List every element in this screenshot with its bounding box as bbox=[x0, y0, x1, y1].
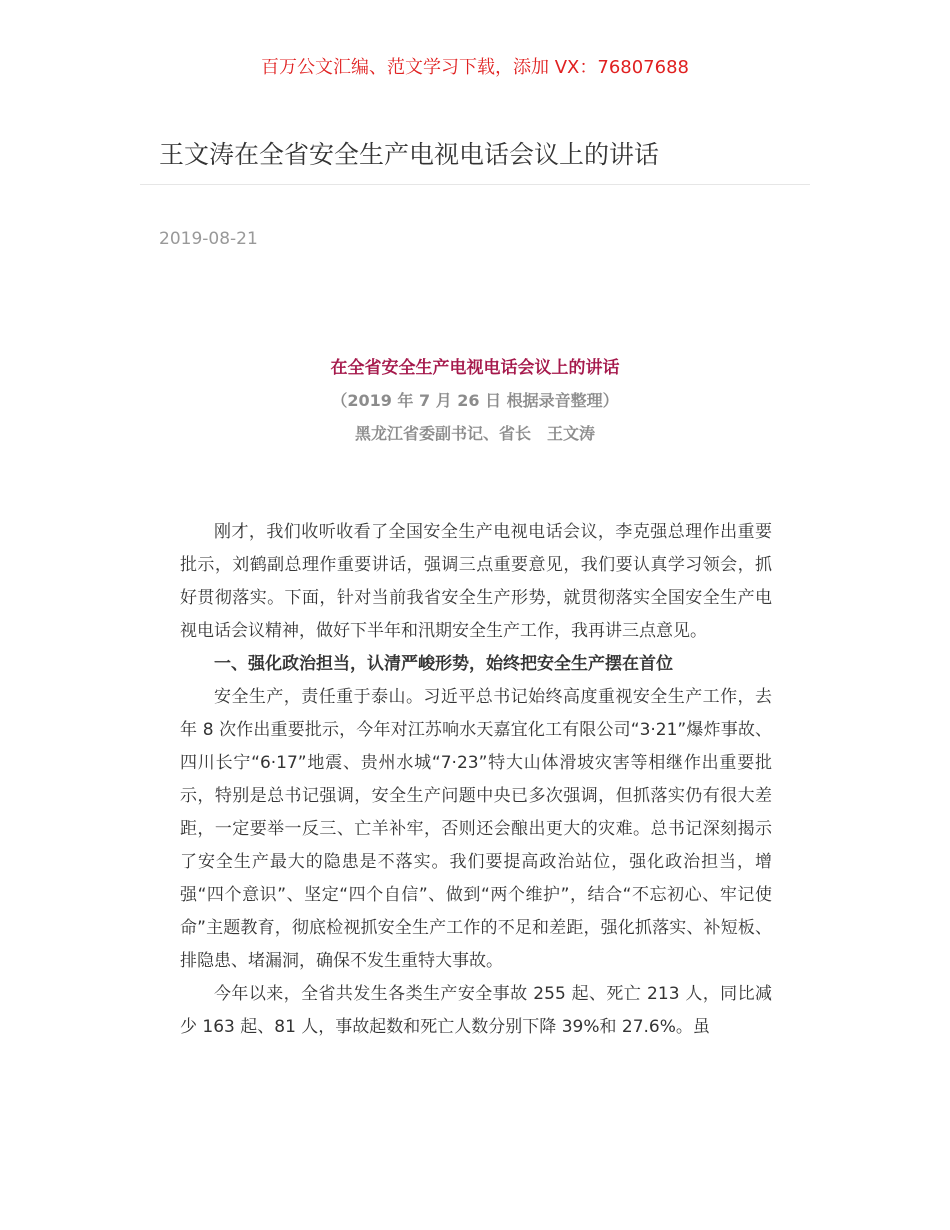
body-paragraph: 安全生产，责任重于泰山。习近平总书记始终高度重视安全生产工作，去年 8 次作出重要批示，今年对江苏响水天嘉宜化工有限公司“3·21”爆炸事故、四川长宁“6·17”地震、贵州水城“7·23”特大山体滑坡灾害等相继作出重要批示，特别是总书记强调，安全生产问题中央已多次强调，但抓落实仍有很大差距，一定要举一反三、亡羊补牢，否则还会酿出更大的灾难。总书记深刻揭示了安全生产最大的隐患是不落实。我们要提高政治站位，强化政治担当，增强“四个意识”、坚定“四个自信”、做到“两个维护”，结合“不忘初心、牢记使命”主题教育，彻底检视抓安全生产工作的不足和差距，强化抓落实、补短板、排隐患、堵漏洞，确保不发生重特大事故。 bbox=[180, 687, 772, 971]
article-body bbox=[180, 516, 772, 1044]
speech-author: 黑龙江省委副书记、省长 王文涛 bbox=[354, 424, 595, 443]
body-paragraph: 今年以来，全省共发生各类生产安全事故 255 起、死亡 213 人，同比减少 163 起、81 人，事故起数和死亡人数分别下降 39%和 27.6%。虽 bbox=[180, 984, 772, 1037]
promo-banner: 百万公文汇编、范文学习下载，添加 VX：76807688 bbox=[261, 57, 689, 78]
section-heading: 一、强化政治担当，认清严峻形势，始终把安全生产摆在首位 bbox=[214, 654, 673, 674]
title-divider bbox=[140, 184, 810, 185]
publish-date: 2019-08-21 bbox=[159, 229, 258, 249]
body-paragraph: 刚才，我们收听收看了全国安全生产电视电话会议，李克强总理作出重要批示，刘鹤副总理作重要讲话，强调三点重要意见，我们要认真学习领会，抓好贯彻落实。下面，针对当前我省安全生产形势，就贯彻落实全国安全生产电视电话会议精神，做好下半年和汛期安全生产工作，我再讲三点意见。 bbox=[180, 522, 772, 641]
article-title: 王文涛在全省安全生产电视电话会议上的讲话 bbox=[159, 140, 660, 169]
speech-date-note: （2019 年 7 月 26 日 根据录音整理） bbox=[331, 391, 619, 410]
speech-title: 在全省安全生产电视电话会议上的讲话 bbox=[330, 358, 620, 378]
